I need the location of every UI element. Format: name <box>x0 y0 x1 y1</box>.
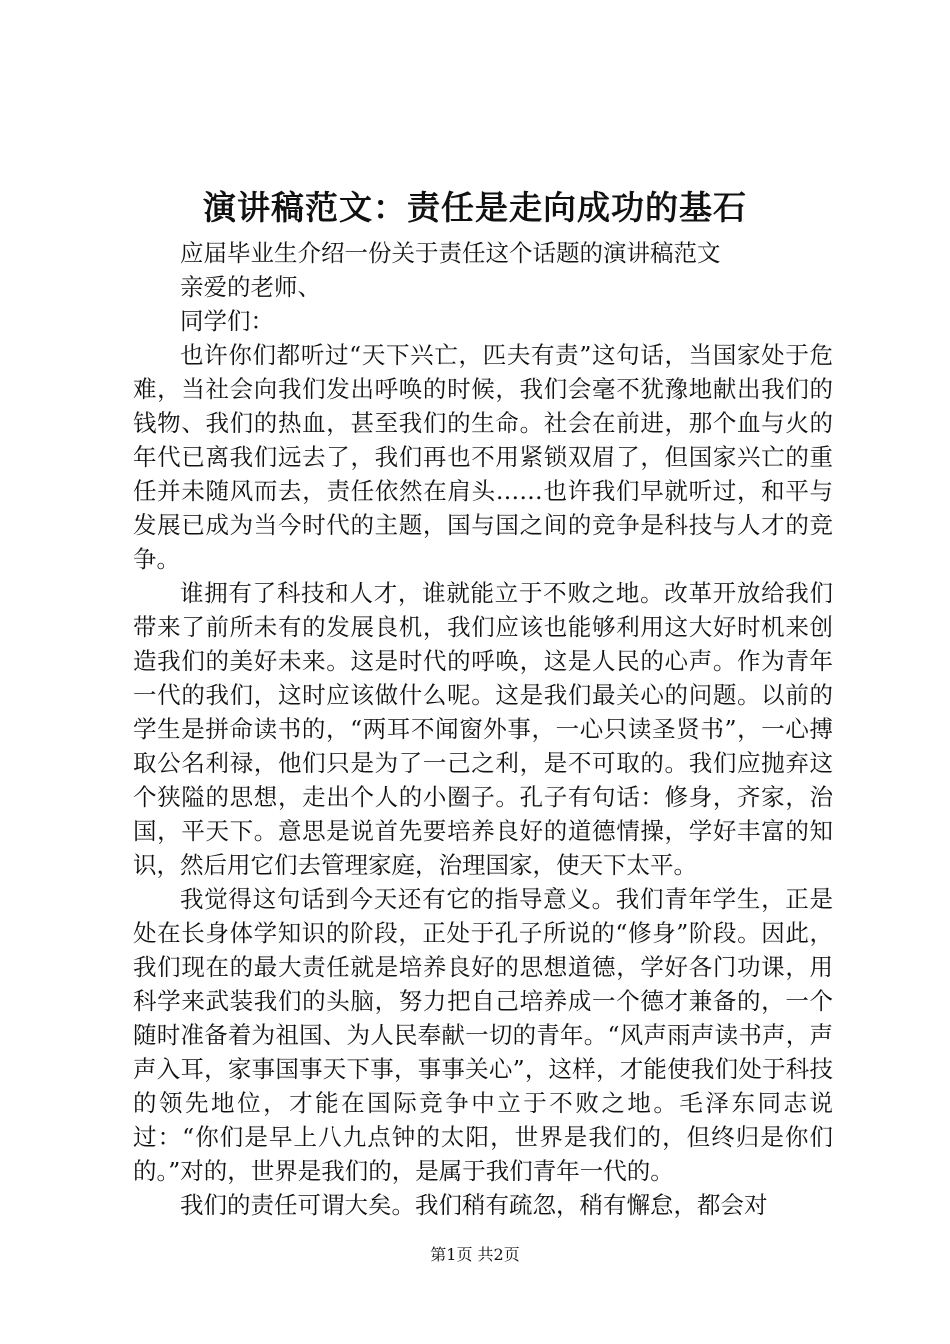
paragraph: 也许你们都听过“天下兴亡，匹夫有责”这句话，当国家处于危难，当社会向我们发出呼唤的时候，我们会毫不犹豫地献出我们的钱物、我们的热血，甚至我们的生命。社会在前进，那个血与火的年代已离我们远去了，我们再也不用紧锁双眉了，但国家兴亡的重任并未随风而去，责任依然在肩头……也许我们早就听过，和平与发展已成为当今时代的主题，国与国之间的竞争是科技与人才的竞争。 <box>133 341 833 573</box>
intro-line: 应届毕业生介绍一份关于责任这个话题的演讲稿范文 <box>180 239 721 267</box>
salutation-line-1: 亲爱的老师、 <box>180 273 321 301</box>
salutation-line-2: 同学们： <box>180 307 274 335</box>
page-footer: 第1页 共2页 <box>430 1245 520 1264</box>
paragraph: 我们的责任可谓大矣。我们稍有疏忽，稍有懈怠，都会对 <box>180 1191 768 1219</box>
paragraph: 我觉得这句话到今天还有它的指导意义。我们青年学生，正是处在长身体学知识的阶段，正处于孔子所说的“修身”阶段。因此，我们现在的最大责任就是培养良好的思想道德，学好各门功课，用科学来武装我们的头脑，努力把自己培养成一个德才兼备的，一个随时准备着为祖国、为人民奉献一切的青年。“风声雨声读书声，声声入耳，家事国事天下事，事事关心”，这样，才能使我们处于科技的领先地位，才能在国际竞争中立于不败之地。毛泽东同志说过：“你们是早上八九点钟的太阳，世界是我们的，但终归是你们的。”对的，世界是我们的，是属于我们青年一代的。 <box>133 885 833 1185</box>
document-body <box>133 236 833 1222</box>
paragraph: 谁拥有了科技和人才，谁就能立于不败之地。改革开放给我们带来了前所未有的发展良机，我们应该也能够利用这大好时机来创造我们的美好未来。这是时代的呼唤，这是人民的心声。作为青年一代的我们，这时应该做什么呢。这是我们最关心的问题。以前的学生是拼命读书的，“两耳不闻窗外事，一心只读圣贤书”，一心搏取公名利禄，他们只是为了一己之利，是不可取的。我们应抛弃这个狭隘的思想，走出个人的小圈子。孔子有句话：修身，齐家，治国，平天下。意思是说首先要培养良好的道德情操，学好丰富的知识，然后用它们去管理家庭，治理国家，使天下太平。 <box>133 579 833 879</box>
page-title: 演讲稿范文：责任是走向成功的基石 <box>203 188 747 227</box>
